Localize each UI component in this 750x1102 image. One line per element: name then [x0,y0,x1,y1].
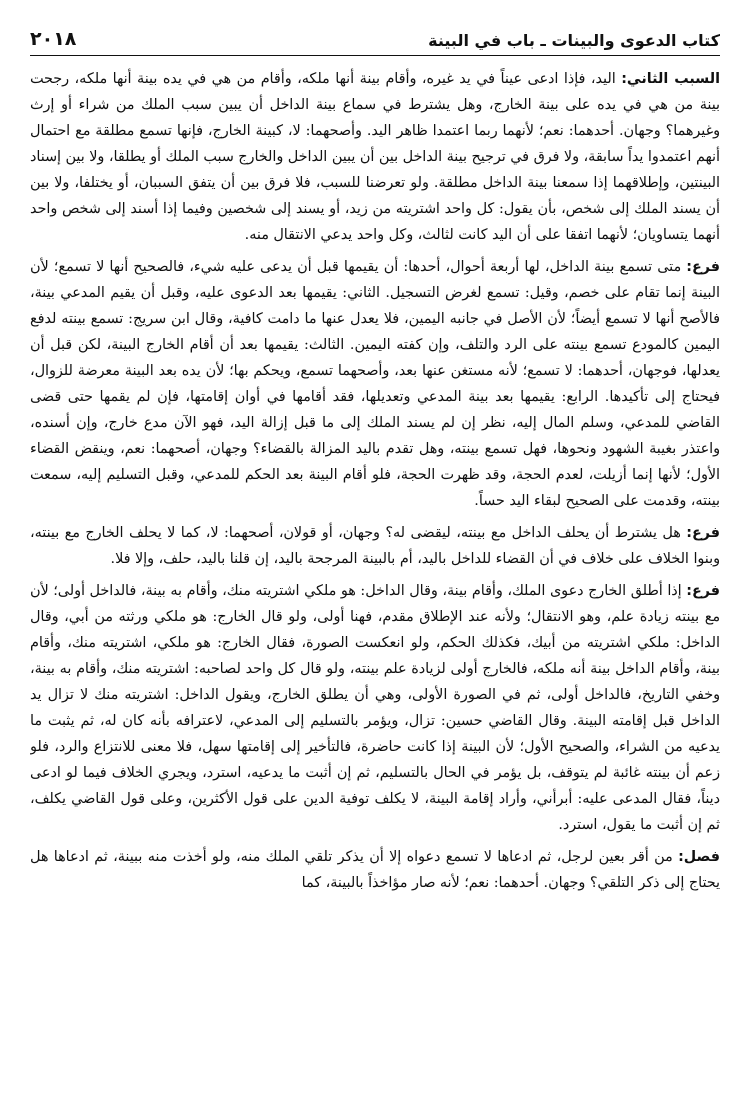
paragraph-text: إذا أطلق الخارج دعوى الملك، وأقام بينة، وقال الداخل: هو ملكي اشتريته منك، وأقام به بينة، فالداخل أولى؛ لأن مع بينته زيادة علم، وهو الانتقال؛ ولأنه عند الإطلاق مقدم، فهنا أولى، ولو قال الخارج: هو ملكي ورثته من أبي، وقال الداخل: ملكي اشتريته من أبيك، فكذلك الحكم، ولو انعكست الصورة، فقال الخارج: هو ملكي، اشتريته منك، وأقام بينة، وأقام الداخل بينة أنه ملكه، فالخارج أولى لزيادة علم بينته، ولو قال كل واحد لصاحبه: اشتريته منك، وأقام به بينة، وخفي التاريخ، فالداخل أولى، ثم في الصورة الأولى، وهي أن يطلق الخارج، ويقول الداخل: اشتريته منك لا تزال يد الداخل قبل إقامته البينة. وقال القاضي حسين: تزال، ويؤمر بالتسليم إلى المدعي، لاعترافه بأنه كان له، ثم يثبت ما يدعيه من الشراء، والصحيح الأول؛ لأن البينة إذا كانت حاضرة، فالتأخير إلى إقامتها سهل، فلا معنى للانتزاع والرد، فلو زعم أن بينته غائبة لم يتوقف، بل يؤمر في الحال بالتسليم، ثم إن أثبت ما يدعيه، استرد، ويجري الخلاف فيما لو ادعى ديناً، فقال المدعى عليه: أبرأني، وأراد إقامة البينة، لا يكلف توفية الدين على قول الأكثرين، وعلى قول القاضي يكلف، ثم إن أثبت ما يقول، استرد. [30,583,720,833]
paragraph-text: من أقر بعين لرجل، ثم ادعاها لا تسمع دعواه إلا أن يذكر تلقي الملك منه، ولو أخذت منه ببينة، ثم ادعاها هل يحتاج إلى ذكر التلقي؟ وجهان. أحدهما: نعم؛ لأنه صار مؤاخذاً بالبينة، كما [30,849,720,891]
page-number: ٢٠١٨ [30,28,77,50]
paragraph-branch-3 [30,578,720,838]
paragraph-text: هل يشترط أن يحلف الداخل مع بينته، ليقضى له؟ وجهان، أو قولان، أصحهما: لا، كما لا يحلف الخارج مع بينته، وبنوا الخلاف على خلاف في أن القضاء للداخل باليد، أم بالبينة المرجحة باليد، إن قلنا باليد، حلف، وإلا فلا. [30,525,720,567]
paragraph-section [30,844,720,896]
paragraph-second-cause [30,66,720,248]
paragraph-text: متى تسمع بينة الداخل، لها أربعة أحوال، أحدها: أن يقيمها قبل أن يدعى عليه شيء، فالصحيح أنها لا تسمع؛ لأن البينة إنما تقام على خصم، وقيل: تسمع لغرض التسجيل. الثاني: يقيمها بعد الدعوى عليه، وقبل أن يقيم المدعي بينة، فالأصح أنها لا تسمع أيضاً؛ لأن الأصل في جانبه اليمين، فلا يعدل عنها ما دامت كافية، وقال ابن سريج: تسمع بينته لدفع اليمين كالمودع تسمع بينته على الرد والتلف، وإن كفته اليمين. الثالث: يقيمها بعد أن أقام الخارج البينة، لكن قبل أن يعدلها، فوجهان، أحدهما: لا تسمع؛ لأنه مستغن عنها بعد، وأصحهما تسمع، ويحكم بها؛ لأن يده بعد البينة معرضة للزوال، فيحتاج إلى تأكيدها. الرابع: يقيمها بعد بينة المدعي وتعديلها، فقد أقامها في أوان إقامتها، فإن لم يقمها حتى قضى القاضي للمدعي، وسلم المال إليه، نظر إن لم يسند الملك إلى ما قبل إزالة اليد، فهو الآن مدع خارج، وإن أسنده، واعتذر بغيبة الشهود ونحوها، فهل تسمع بينته، وهل تقدم باليد المزالة بالقضاء؟ وجهان، أصحهما: نعم، وينقض القضاء الأول؛ لأنها إنما أزيلت، لعدم الحجة، وقد ظهرت الحجة، فلو أقام البينة بعد الحكم للمدعي، وقبل التسليم إليه، سمعت بينته، وقدمت على الصحيح لبقاء اليد حساً. [30,259,720,509]
book-page [30,28,720,1088]
paragraph-lead: السبب الثاني: [621,71,720,87]
page-header [30,28,720,56]
paragraph-lead: فرع: [686,259,720,275]
body-text [30,66,720,896]
paragraph-branch-2 [30,520,720,572]
paragraph-lead: فرع: [686,525,720,541]
paragraph-lead: فصل: [678,849,720,865]
paragraph-lead: فرع: [686,583,720,599]
paragraph-branch-1 [30,254,720,514]
paragraph-text: اليد، فإذا ادعى عيناً في يد غيره، وأقام بينة أنها ملكه، وأقام من هي في يده بينة أنها ملكه، رجحت بينة من هي في يده على بينة الخارج، وهل يشترط في سماع بينة الداخل أن يبين سبب الملك من شراء أو إرث وغيرهما؟ وجهان. أحدهما: نعم؛ لأنهما ربما اعتمدا ظاهر اليد. وأصحهما: لا، كبينة الخارج، فإنها تسمع مطلقة مع احتمال أنهم اعتمدوا يداً سابقة، ولا فرق في ترجيح بينة الداخل بين أن يبين الداخل والخارج سبب الملك أو يطلقا، ولا بين إسناد البينتين، وإطلاقهما إذا سمعنا بينة الداخل مطلقة. ولو تعرضنا للسبب، فلا فرق بين أن يتفق السببان، أو يختلفا، ولا بين أن يسند الملك إلى شخص، بأن يقول: كل واحد اشتريته من زيد، أو يسند إلى شخصين وفيما إذا أسند إلى شخص واحد أنهما يتساويان؛ لأنهما اتفقا على أن اليد كانت لثالث، وكل واحد يدعي الانتقال منه. [30,71,720,243]
running-title: كتاب الدعوى والبينات ـ باب في البينة [428,31,720,50]
